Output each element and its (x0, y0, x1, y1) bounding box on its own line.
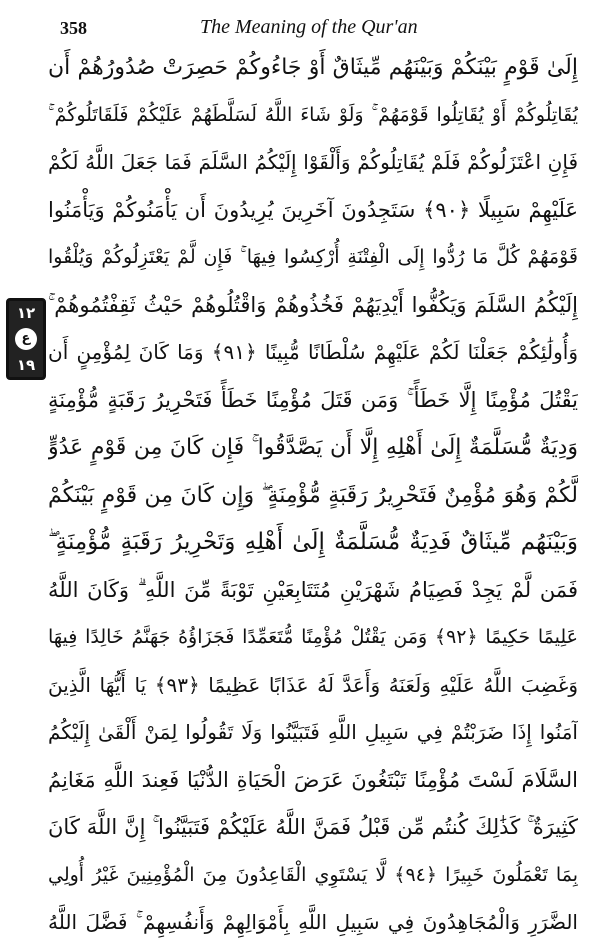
arabic-line: الضَّرَرِ وَالْمُجَاهِدُونَ فِي سَبِيلِ اللَّهِ بِأَمْوَالِهِمْ وَأَنفُسِهِمْ ۚ فَضَّلَ اللَّهُ (48, 910, 578, 934)
arabic-line: وَغَضِبَ اللَّهُ عَلَيْهِ وَلَعَنَهُ وَأَعَدَّ لَهُ عَذَابًا عَظِيمًا ﴿٩٣﴾ يَا أَيُّهَا الَّذِينَ (48, 672, 578, 697)
arabic-line: آمَنُوا إِذَا ضَرَبْتُمْ فِي سَبِيلِ اللَّهِ فَتَبَيَّنُوا وَلَا تَقُولُوا لِمَنْ أَلْقَىٰ إِلَيْكُمُ (48, 720, 578, 744)
arabic-line: يَقْتُلَ مُؤْمِنًا إِلَّا خَطَأً ۚ وَمَن قَتَلَ مُؤْمِنًا خَطَأً فَتَحْرِيرُ رَقَبَةٍ مُّؤْمِنَةٍ (48, 387, 578, 412)
ruku-marker-symbol: ع (15, 328, 37, 350)
arabic-line: بِمَا تَعْمَلُونَ خَبِيرًا ﴿٩٤﴾ لَّا يَسْتَوِي الْقَاعِدُونَ مِنَ الْمُؤْمِنِينَ غَيْرُ أُولِي (48, 863, 578, 886)
arabic-line: السَّلَامَ لَسْتَ مُؤْمِنًا تَبْتَغُونَ عَرَضَ الْحَيَاةِ الدُّنْيَا فَعِندَ اللَّهِ مَغَانِمُ (48, 767, 578, 792)
ruku-marker (6, 298, 46, 380)
ruku-marker-bottom: ١٩ (16, 356, 36, 375)
running-title: The Meaning of the Qur'an (200, 16, 418, 38)
arabic-line: إِلَيْكُمُ السَّلَمَ وَيَكُفُّوا أَيْدِيَهُمْ فَخُذُوهُمْ وَاقْتُلُوهُمْ حَيْثُ ثَقِفْتُمُوهُمْ ۚ (48, 292, 578, 317)
arabic-line: كَثِيرَةٌ ۚ كَذَٰلِكَ كُنتُم مِّن قَبْلُ فَمَنَّ اللَّهُ عَلَيْكُمْ فَتَبَيَّنُوا ۚ إِنَّ اللَّهَ كَانَ (48, 815, 578, 839)
page-header (60, 12, 560, 42)
arabic-line: عَلِيمًا حَكِيمًا ﴿٩٢﴾ وَمَن يَقْتُلْ مُؤْمِنًا مُّتَعَمِّدًا فَجَزَاؤُهُ جَهَنَّمُ خَالِدًا فِيهَا (48, 626, 578, 648)
arabic-line: فَمَن لَّمْ يَجِدْ فَصِيَامُ شَهْرَيْنِ مُتَتَابِعَيْنِ تَوْبَةً مِّنَ اللَّهِ ۗ وَكَانَ اللَّهُ (48, 577, 578, 602)
arabic-line: يُقَاتِلُوكُمْ أَوْ يُقَاتِلُوا قَوْمَهُمْ ۚ وَلَوْ شَاءَ اللَّهُ لَسَلَّطَهُمْ عَلَيْكُمْ فَلَقَاتَلُوكُمْ ۚ (48, 103, 578, 126)
arabic-line: وَأُولَٰئِكُمْ جَعَلْنَا لَكُمْ عَلَيْهِمْ سُلْطَانًا مُّبِينًا ﴿٩١﴾ وَمَا كَانَ لِمُؤْمِنٍ أَن (48, 340, 578, 364)
arabic-line: لَّكُمْ وَهُوَ مُؤْمِنٌ فَتَحْرِيرُ رَقَبَةٍ مُّؤْمِنَةٍ ۖ وَإِن كَانَ مِن قَوْمٍ بَيْنَكُمْ (48, 482, 578, 508)
arabic-line: إِلَىٰ قَوْمٍ بَيْنَكُمْ وَبَيْنَهُم مِّيثَاقٌ أَوْ جَاءُوكُمْ حَصِرَتْ صُدُورُهُمْ أَن (48, 55, 578, 80)
arabic-line: فَإِنِ اعْتَزَلُوكُمْ فَلَمْ يُقَاتِلُوكُمْ وَأَلْقَوْا إِلَيْكُمُ السَّلَمَ فَمَا جَعَلَ اللَّهُ لَكُمْ (48, 150, 578, 174)
ruku-marker-top: ١٢ (16, 303, 36, 322)
arabic-line: عَلَيْهِمْ سَبِيلًا ﴿٩٠﴾ سَتَجِدُونَ آخَرِينَ يُرِيدُونَ أَن يَأْمَنُوكُمْ وَيَأْمَنُوا (48, 197, 578, 222)
arabic-text-block (48, 44, 578, 947)
arabic-line: وَدِيَةٌ مُّسَلَّمَةٌ إِلَىٰ أَهْلِهِ إِلَّا أَن يَصَّدَّقُوا ۚ فَإِن كَانَ مِن قَوْمٍ عَدُوٍّ (48, 435, 578, 460)
arabic-line: وَبَيْنَهُم مِّيثَاقٌ فَدِيَةٌ مُّسَلَّمَةٌ إِلَىٰ أَهْلِهِ وَتَحْرِيرُ رَقَبَةٍ مُّؤْمِنَةٍ ۖ (48, 529, 578, 555)
arabic-line: قَوْمَهُمْ كُلَّ مَا رُدُّوا إِلَى الْفِتْنَةِ أُرْكِسُوا فِيهَا ۚ فَإِن لَّمْ يَعْتَزِلُوكُمْ وَيُلْقُوا (48, 246, 578, 268)
page-number: 358 (60, 18, 87, 38)
